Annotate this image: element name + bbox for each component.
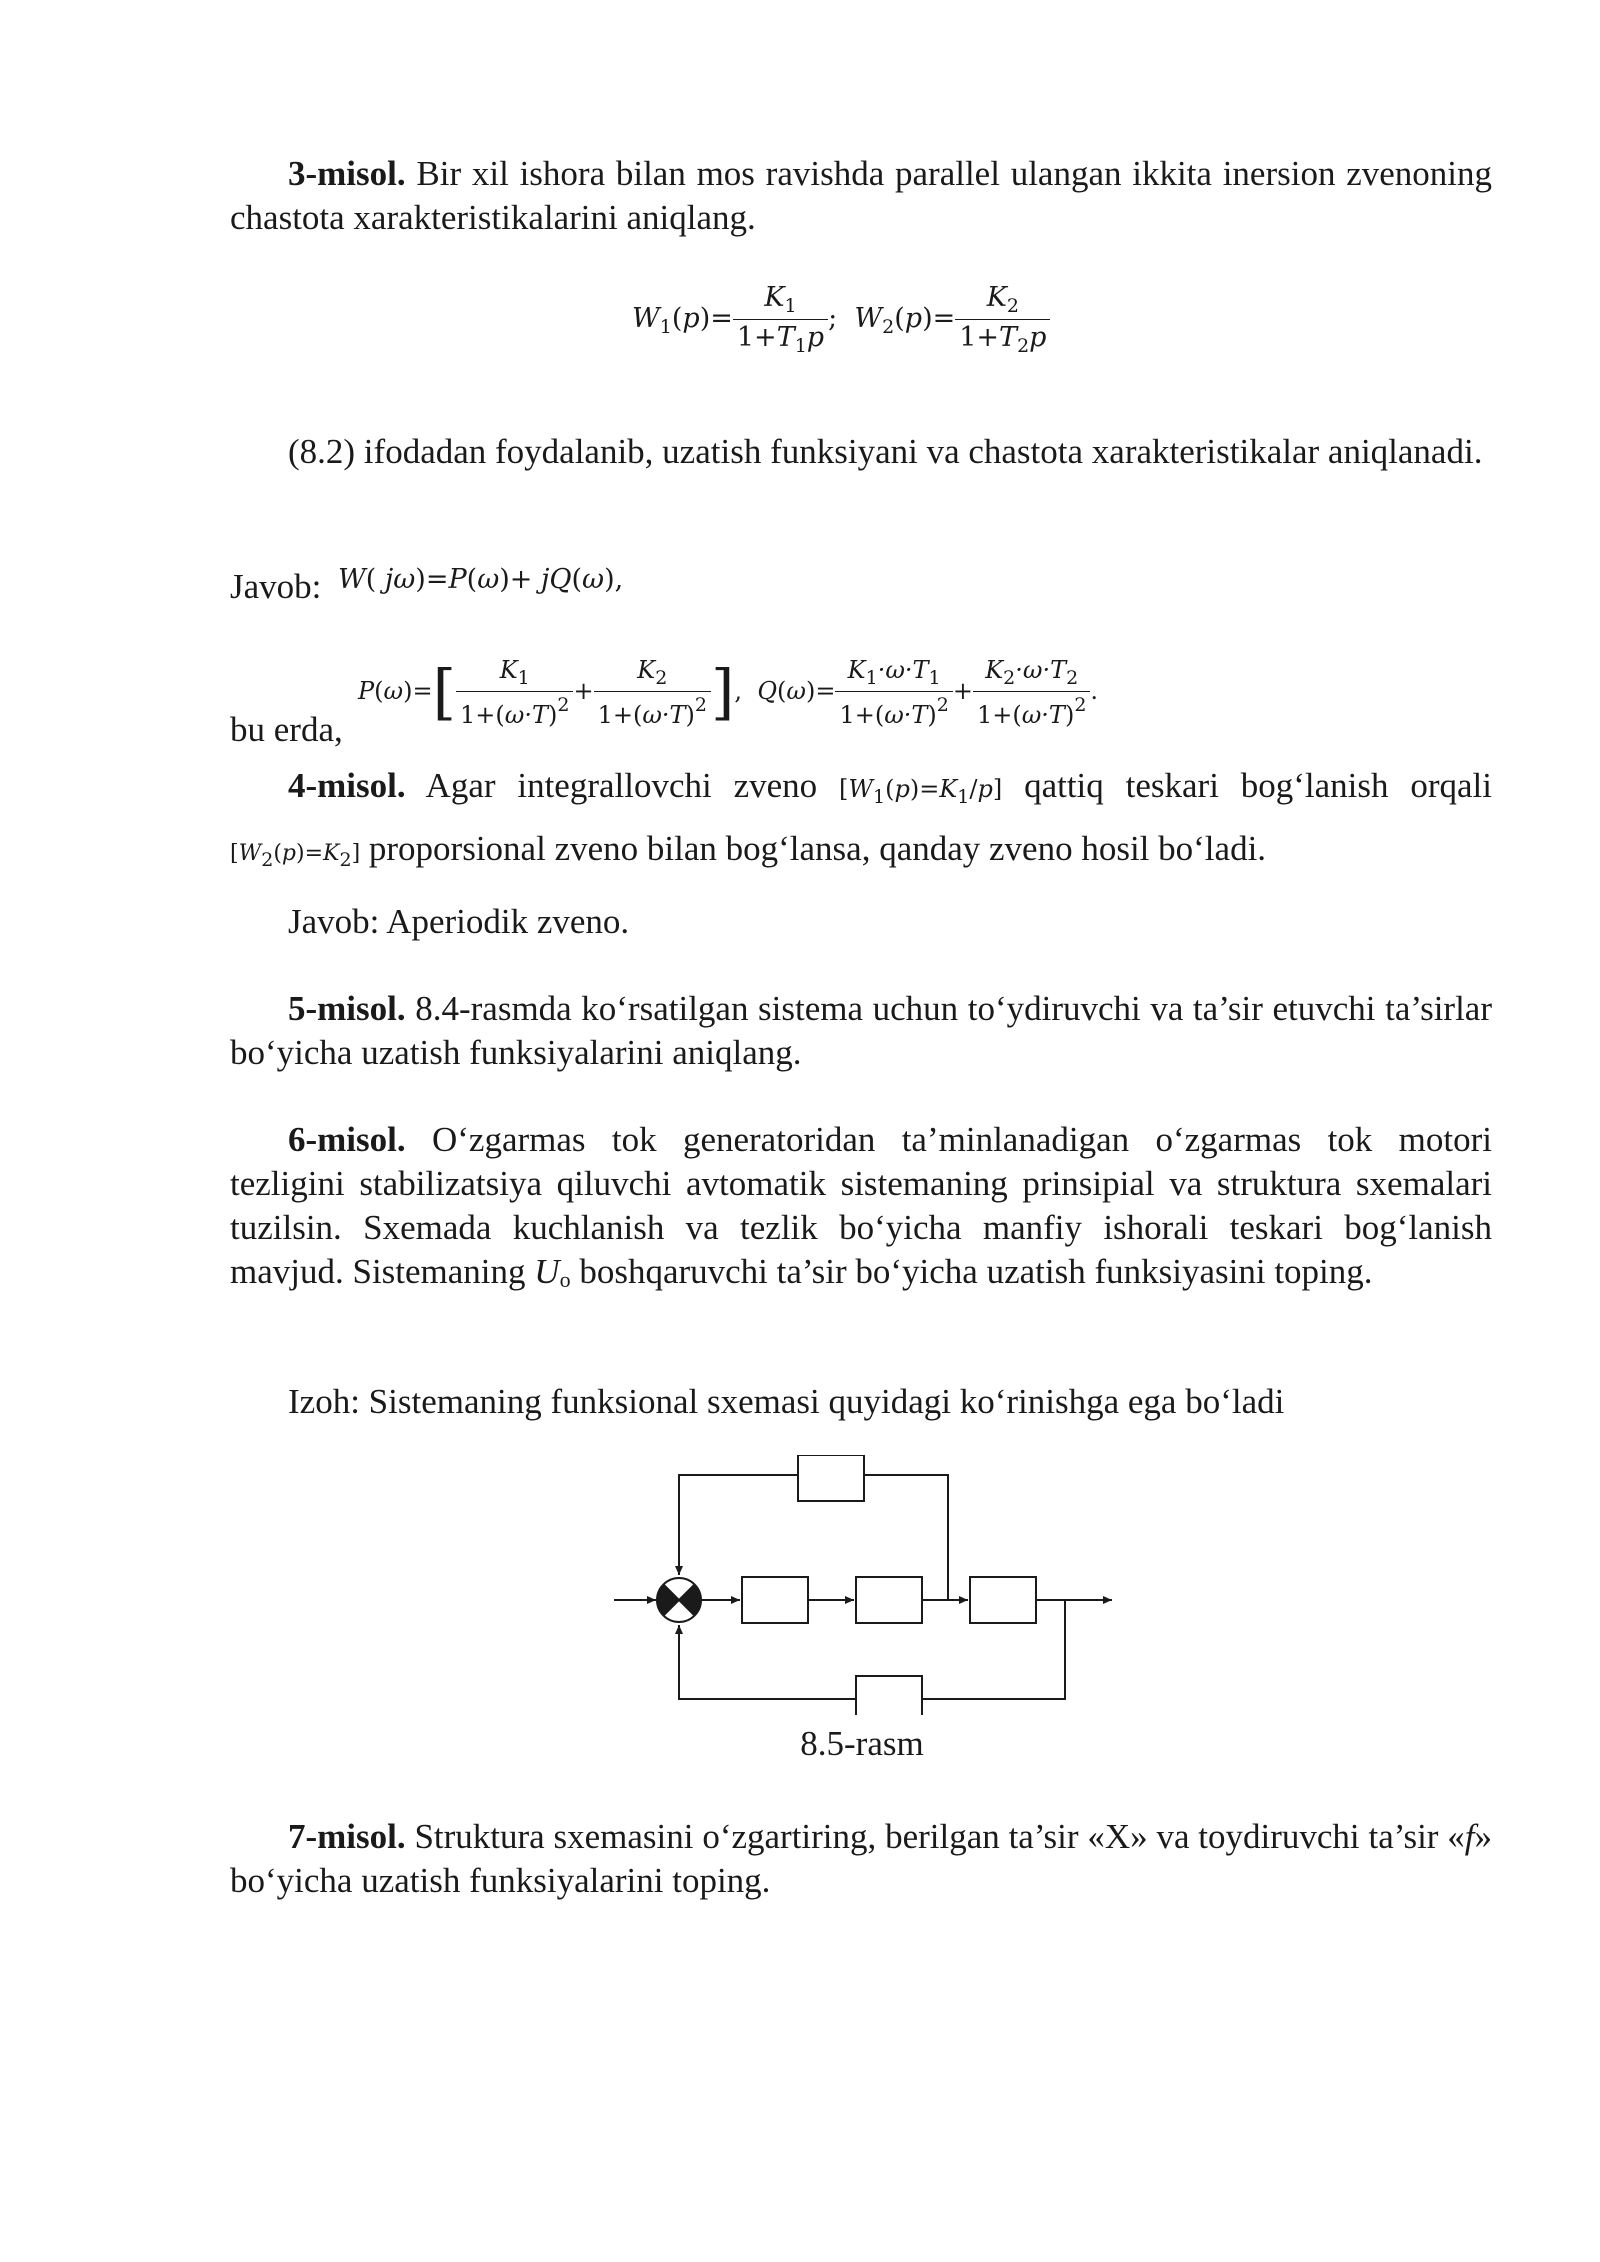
comma: , [614,564,624,595]
note-text: Izoh: Sistemaning funksional sxemasi quyidagi ko‘rinishga ega bo‘ladi [288,1382,1285,1421]
u-symbol: U [534,1252,560,1291]
note-line [230,1380,1492,1424]
answer-text: Javob: Aperiodik zveno. [288,902,630,941]
heading-7-misol: 7-misol. [288,1817,406,1856]
paragraph-3-misol [230,152,1492,240]
formula-p-q: P(ω)=[ $\frac{K_1}{1+(\omega\cdot T)^2}$ + $\frac{K_2}{1+(\omega\cdot T)^2}$ ], Q(ω)= $\frac{K_1\cdot\omega\cdot T_1}{1+(\omega\cdot T)^2}$ + $\frac{K_2\cdot\omega\cdot T_2}{1+(\omega\cdot T)^2}$ . [358,656,1099,729]
block-1 [742,1577,808,1623]
top-feedback-block [798,1455,864,1501]
formula-w-jw: W( jω)=P(ω)+ jQ(ω), [338,564,624,595]
answer-label: Javob: [230,567,322,606]
formula-w2-k2: [W2(p)=K2] [230,841,361,871]
block-3 [970,1577,1036,1623]
f-symbol: f [1464,1817,1475,1856]
paragraph-text: (8.2) ifodadan foydalanib, uzatish funksiyani va chastota xarakteristikalar aniqlanadi. [288,432,1483,471]
paragraph-text-b: qattiq teskari bog‘lanish orqali [1002,766,1492,805]
heading-6-misol: 6-misol. [288,1120,406,1159]
paragraph-6-misol [230,1118,1492,1302]
heading-3-misol: 3-misol. [288,154,406,193]
paragraph-4-misol [230,760,1492,886]
where-label: bu erda, [230,710,343,749]
figure-caption: 8.5-rasm [800,1724,924,1763]
separator-comma: , [734,677,743,705]
paragraph-8-2 [230,430,1492,474]
paragraph-text-a: Agar integrallovchi zveno [405,766,839,805]
heading-4-misol: 4-misol. [288,766,406,805]
paragraph-text-b: » bo‘yicha uzatish funksiyalarini toping. [230,1817,1492,1900]
answer-aperiodic [230,900,1492,944]
paragraph-text: 8.4-rasmda ko‘rsatilgan sistema uchun to‘ydiruvchi va ta’sir etuvchi ta’sirlar bo‘yicha uzatish funksiyalarini aniqlang. [230,989,1492,1072]
heading-5-misol: 5-misol. [288,989,406,1028]
paragraph-text-a: Struktura sxemasini o‘zgartiring, berilgan ta’sir «X» va toydiruvchi ta’sir « [405,1817,1465,1856]
u-subscript: o [559,1267,571,1292]
block-diagram [600,1455,1120,1715]
paragraph-text-c: proporsional zveno bilan bog‘lansa, qanday zveno hosil bo‘ladi. [360,829,1267,868]
paragraph-5-misol [230,987,1492,1075]
paragraph-7-misol [230,1815,1492,1903]
paragraph-text-b: boshqaruvchi ta’sir bo‘yicha uzatish funksiyasini toping. [570,1252,1373,1291]
paragraph-text: Bir xil ishora bilan mos ravishda parallel ulangan ikkita inersion zvenoning chastota xarakteristikalarini aniqlang. [230,154,1492,237]
block-2 [856,1577,922,1623]
formula-w1-k1-p: $[W_1(p)=K_1/p]$ [838,775,1003,808]
formula-w1-w2: $W_1(p)=$ $\frac{K_1}{1+T_1p}$ ; $W_2(p)=$ $\frac{K_2}{1+T_2p}$ [632,282,1050,357]
paragraph-text-a: O‘zgarmas tok generatoridan ta’minlanadigan o‘zgarmas tok motori tezligini stabilizatsiya qiluvchi avtomatik sistemaning prinsipial va struktura sxemalari tuzilsin. Sxemada kuchlanish va tezlik bo‘yicha manfiy ishorali teskari bog‘lanish mavjud. Sistemaning [230,1120,1492,1291]
end-period: . [1090,677,1099,705]
bottom-feedback-block [856,1676,922,1715]
